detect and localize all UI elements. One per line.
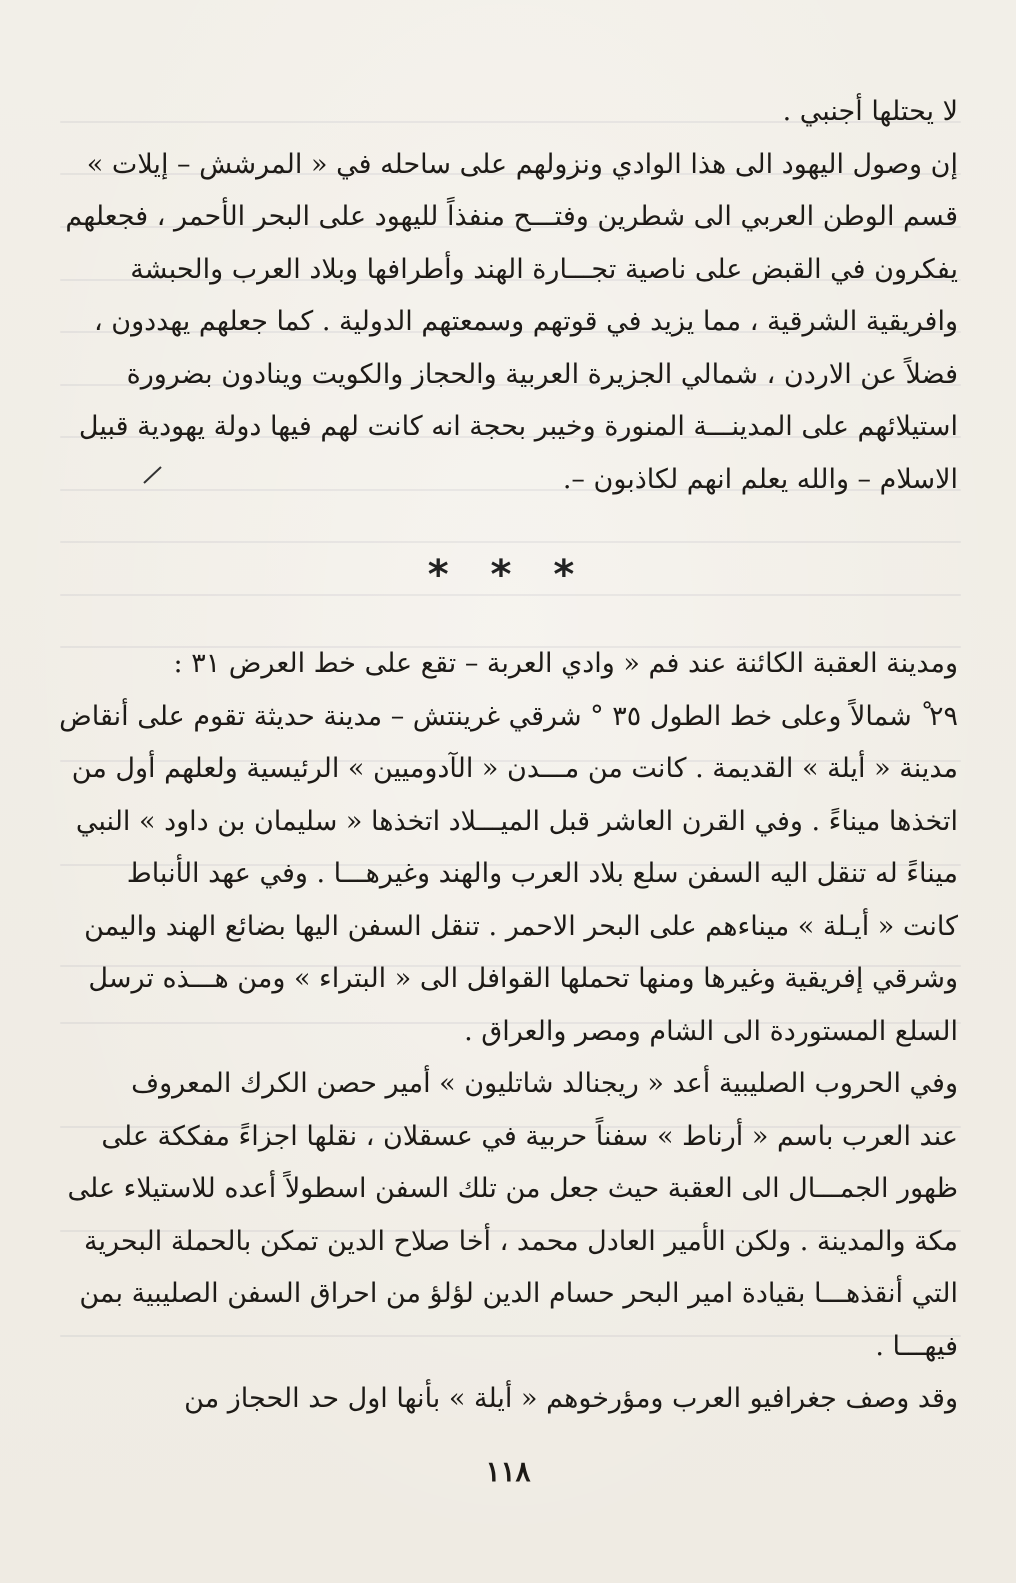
section-separator: * * * [427,552,589,598]
text-line: استيلائهم على المدينـــة المنورة وخيبر بحجة انه كانت لهم فيها دولة يهودية قبيل [78,411,958,442]
page-number: ١١٨ [485,1455,531,1488]
text-line: وقد وصف جغرافيو العرب ومؤرخوهم « أيلة » بأنها اول حد الحجاز من [184,1383,958,1414]
text-line: كانت « أيـلة » ميناءهم على البحر الاحمر . تنقل السفن اليها بضائع الهند واليمن [84,910,958,942]
text-line: إن وصول اليهود الى هذا الوادي ونزولهم على ساحله في « المرشش – إيلات » [86,148,958,180]
text-line: لا يحتلها أجنبي . [782,96,958,127]
text-line: اتخذها ميناءً . وفي القرن العاشر قبل الميـــلاد اتخذها « سليمان بن داود » النبي [75,805,958,837]
text-line: مكة والمدينة . ولكن الأمير العادل محمد ، أخا صلاح الدين تمكن بالحملة البحرية [84,1225,958,1257]
text-line: وافريقية الشرقية ، مما يزيد في قوتهم وسمعتهم الدولية . كما جعلهم يهددون ، [94,306,958,337]
text-line: ٢٩ ْ شمالاً وعلى خط الطول ٣٥ ° شرقي غرينتش – مدينة حديثة تقوم على أنقاض [59,700,958,732]
paragraph-1 [58,86,958,506]
text-line: ومدينة العقبة الكائنة عند فم « وادي العربة – تقع على خط العرض ٣١ : [173,648,958,679]
text-line: التي أنقذهـــا بقيادة امير البحر حسام الدين لؤلؤ من احراق السفن الصليبية بمن [79,1278,958,1309]
text-line: فيهـــا . [875,1330,958,1362]
text-line: وشرقي إفريقية وغيرها ومنها تحملها القوافل الى « البتراء » ومن هـــذه ترسل [88,963,958,994]
text-line: السلع المستوردة الى الشام ومصر والعراق . [464,1015,958,1047]
bleed-line [60,541,961,543]
paragraph-2 [58,638,958,1426]
text-line: وفي الحروب الصليبية أعد « ريجنالد شاتليون » أمير حصن الكرك المعروف [131,1068,958,1099]
text-line: يفكرون في القبض على ناصية تجـــارة الهند وأطرافها وبلاد العرب والحبشة [130,253,958,285]
text-line: قسم الوطن العربي الى شطرين وفتـــح منفذاً لليهود على البحر الأحمر ، فجعلهم [65,201,958,232]
text-line: الاسلام – والله يعلم انهم لكاذبون –. [562,463,958,495]
text-line: ظهور الجمـــال الى العقبة حيث جعل من تلك السفن اسطولاً أعده للاستيلاء على [67,1173,958,1204]
text-line: عند العرب باسم « أرناط » سفناً حربية في عسقلان ، نقلها اجزاءً مفككة على [101,1120,958,1152]
text-line: مدينة « أيلة » القديمة . كانت من مـــدن « الآدوميين » الرئيسية ولعلهم أول من [71,753,958,784]
pen-mark-icon [142,464,164,486]
text-line: ميناءً له تنقل اليه السفن سلع بلاد العرب والهند وغيرهـــا . وفي عهد الأنباط [126,858,958,889]
text-line: فضلاً عن الاردن ، شمالي الجزيرة العربية والحجاز والكويت وينادون بضرورة [126,358,958,390]
